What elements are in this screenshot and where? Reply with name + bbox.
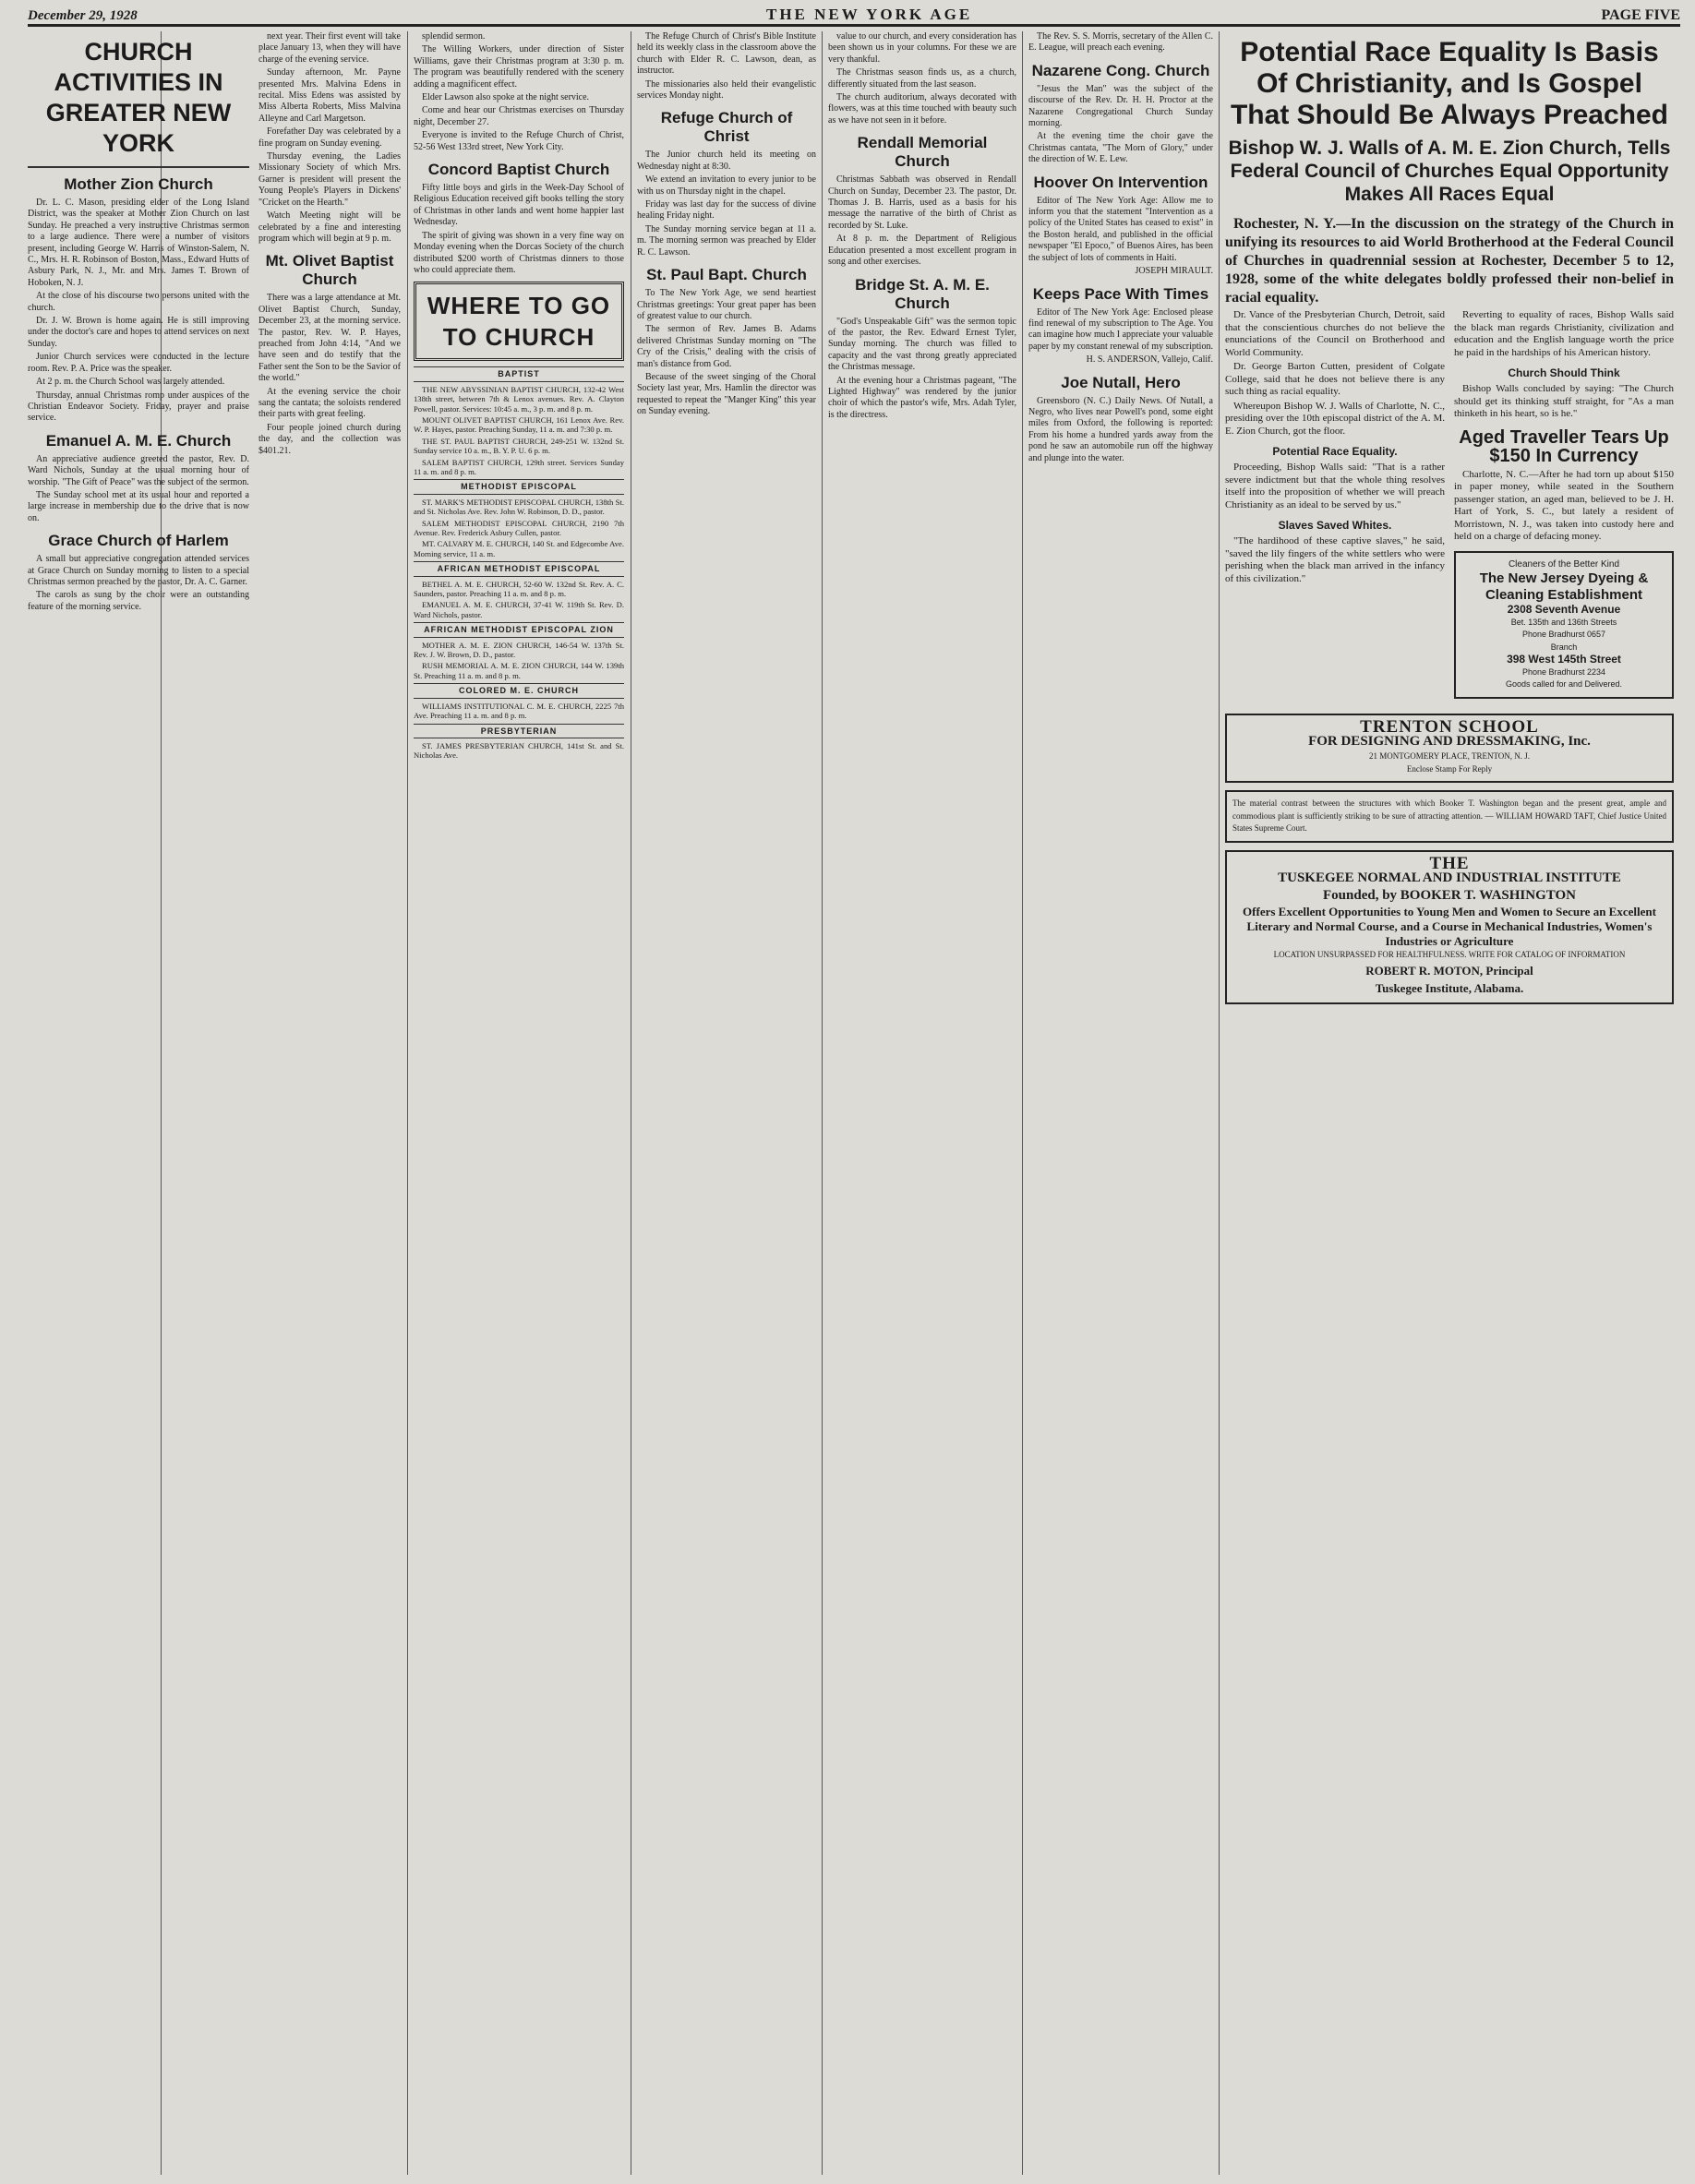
ad-line: LOCATION UNSURPASSED FOR HEALTHFULNESS. WRITE FOR CATALOG OF INFORMATION xyxy=(1273,950,1626,959)
paragraph: Dr. George Barton Cutten, president of Colgate College, said that he does not believe there is any such thing as racial equality. xyxy=(1225,361,1445,397)
column-rule xyxy=(1219,31,1220,2175)
paragraph: Reverting to equality of races, Bishop Walls said the black man regards Christianity, civilization and education and the English language worth the price he paid in the hardships of his American history. xyxy=(1454,309,1674,358)
article-heading: Mt. Olivet Baptist Church xyxy=(265,252,394,289)
taft-quote-box xyxy=(1225,790,1674,843)
directory-section: AFRICAN METHODIST EPISCOPAL ZION xyxy=(414,622,624,637)
paragraph: The Junior church held its meeting on Wednesday night at 8:30. xyxy=(637,150,816,172)
subhead: Potential Race Equality. xyxy=(1272,445,1398,458)
lead-paragraph: Rochester, N. Y.—In the discussion on the strategy of the Church in unifying its resources to aid World Brotherhood at the Federal Council of Churches in quadrennial session at Rochester, December 5 to 12, 1928, some of the white delegates boldly professed their non-belief in racial equality. xyxy=(1225,216,1674,306)
directory-entry: EMANUEL A. M. E. CHURCH, 37-41 W. 119th St. Rev. D. Ward Nichols, pastor. xyxy=(414,600,624,619)
page-number: PAGE FIVE xyxy=(1601,7,1680,23)
article-heading: Mother Zion Church xyxy=(64,175,213,193)
ad-line: The New Jersey Dyeing & Cleaning Establishment xyxy=(1479,570,1649,603)
paragraph: Editor of The New York Age: Allow me to inform you that the statement "Intervention as a policy of the United States has ceased to exist" in the Boston herald, and published in the official newspaper "El Epoco," of Buenos Aires, has been the subject of lots of comments in Haiti. xyxy=(1028,195,1213,263)
ad-line: FOR DESIGNING AND DRESSMAKING, Inc. xyxy=(1308,734,1591,749)
directory-entry: RUSH MEMORIAL A. M. E. ZION CHURCH, 144 W. 139th St. Preaching 11 a. m. and 8 p. m. xyxy=(414,661,624,680)
paragraph: An appreciative audience greeted the pastor, Rev. D. Ward Nichols, Sunday at the usual morning hour of worship. "The Gift of Peace" was the subject of the sermon. xyxy=(28,453,249,487)
directory-entry: BETHEL A. M. E. CHURCH, 52-60 W. 132nd St. Rev. A. C. Saunders, pastor. Preaching 11 a. m. and 8 p. m. xyxy=(414,579,624,599)
paragraph: At the evening hour a Christmas pageant, "The Lighted Highway" was rendered by the junior choir of which the pastor's wife, Mrs. Adah Tyler, is the directress. xyxy=(828,375,1016,420)
paragraph: To The New York Age, we send heartiest Christmas greetings: Your great paper has been of greatest value to our church. xyxy=(637,288,816,321)
directory-entry: THE NEW ABYSSINIAN BAPTIST CHURCH, 132-42 West 138th street, between 7th & Lenox avenues. Rev. A. Clayton Powell, pastor. Services: 10:45 a. m., 3 p. m. and 8 p. m. xyxy=(414,384,624,414)
section-banner: CHURCH ACTIVITIES IN GREATER NEW YORK xyxy=(28,31,249,168)
paragraph: Friday was last day for the success of divine healing Friday night. xyxy=(637,199,816,222)
paragraph: The sermon of Rev. James B. Adams delivered Christmas Sunday morning on "The Cry of the Crisis," dealing with the crisis of man's distance from God. xyxy=(637,324,816,369)
article-heading: Rendall Memorial Church xyxy=(857,134,988,171)
ad-line: THE xyxy=(1429,853,1470,873)
ad-line: Cleaners of the Better Kind xyxy=(1508,558,1620,570)
directory-entry: SALEM METHODIST EPISCOPAL CHURCH, 2190 7th Avenue. Rev. Frederick Asbury Cullen, pastor. xyxy=(414,518,624,537)
paragraph: Greensboro (N. C.) Daily News. Of Nutall, a Negro, who lives near Powell's pond, some eight miles from Oxford, the following is reported: From his home a hundred yards away from the pond he saw an automobile run off the highway and plunge into the water. xyxy=(1028,395,1213,463)
article-heading: Grace Church of Harlem xyxy=(48,532,229,550)
column-rule xyxy=(822,31,823,2175)
paragraph: splendid sermon. xyxy=(422,31,486,42)
paragraph: At the evening service the choir sang the cantata; the soloists rendered their parts with great feeling. xyxy=(258,386,401,420)
paragraph: Thursday, annual Christmas romp under auspices of the Christian Endeavor Society. Friday, prayer and praise service. xyxy=(28,390,249,424)
ad-line: Phone Bradhurst 0657 xyxy=(1521,630,1606,639)
column-5 xyxy=(828,31,1016,2175)
paragraph: "The hardihood of these captive slaves," he said, "saved the lily fingers of the white settlers who were perishing when the black man arrived in the infancy of this civilization." xyxy=(1225,535,1445,584)
paragraph: Bishop Walls concluded by saying: "The Church should get its thinking stuff straight, for "As a man thinketh in his heart, so is he." xyxy=(1454,383,1674,419)
column-rule xyxy=(407,31,408,2175)
trenton-school-ad xyxy=(1225,714,1674,784)
paragraph: The Sunday morning service began at 11 a. m. The morning sermon was preached by Elder R. C. Lawson. xyxy=(637,223,816,258)
paragraph: Come and hear our Christmas exercises on Thursday night, December 27. xyxy=(414,105,624,127)
paragraph: Dr. Vance of the Presbyterian Church, Detroit, said that the conscientious churches do not believe the enunciations of the Council on Brotherhood and World Community. xyxy=(1225,309,1445,358)
ad-line: 2308 Seventh Avenue xyxy=(1507,603,1621,616)
paragraph: Forefather Day was celebrated by a fine program on Sunday evening. xyxy=(258,126,401,149)
paper-name: THE NEW YORK AGE xyxy=(766,6,973,23)
article-heading: Joe Nutall, Hero xyxy=(1061,373,1181,391)
subhead: Church Should Think xyxy=(1508,366,1620,379)
paragraph: The Sunday school met at its usual hour and reported a large increase in membership due to the drive that is now on. xyxy=(28,489,249,523)
paragraph: Fifty little boys and girls in the Week-Day School of Religious Education received gift books telling the story of Christmas in other lands and went home happier last Wednesday. xyxy=(414,183,624,228)
paragraph: Sunday afternoon, Mr. Payne presented Mrs. Malvina Edens in recital. Miss Edens was assisted by Miss Alberta Roberts, Miss Malvina Alleyne and Carl Margetson. xyxy=(258,67,401,124)
directory-entry: WILLIAMS INSTITUTIONAL C. M. E. CHURCH, 2225 7th Ave. Preaching 11 a. m. and 8 p. m. xyxy=(414,701,624,721)
paragraph: The Refuge Church of Christ's Bible Institute held its weekly class in the classroom above the church with Elder R. C. Lawson, dean, as instructor. xyxy=(637,31,816,77)
paragraph: Charlotte, N. C.—After he had torn up about $150 in paper money, while seated in the Southern passenger station, an aged man, believed to be J. H. Hart of York, S. C., but lately a resident of Morristown, N. J., was taken into custody here and held on a charge of defacing money. xyxy=(1454,468,1674,542)
article-heading: Aged Traveller Tears Up $150 In Currency xyxy=(1459,426,1669,466)
paragraph: Christmas Sabbath was observed in Rendall Church on Sunday, December 23. The pastor, Dr. Thomas J. B. Harris, used as a basis for his message the narrative of the birth of Christ as recorded by St. Luke. xyxy=(828,174,1016,231)
ad-line: Goods called for and Delivered. xyxy=(1505,679,1623,689)
directory-section: AFRICAN METHODIST EPISCOPAL xyxy=(414,561,624,576)
column-4 xyxy=(637,31,816,2175)
paragraph: "God's Unspeakable Gift" was the sermon topic of the pastor, the Rev. Edward Ernest Tyler, Sunday morning. The church was filled to capacity and the vast throng greatly appreciated the Christmas message. xyxy=(828,316,1016,373)
paragraph: At the close of his discourse two persons united with the church. xyxy=(28,291,249,313)
paragraph: next year. Their first event will take place January 13, when they will have charge of the evening service. xyxy=(258,31,401,65)
paragraph: The Christmas season finds us, as a church, differently situated from the last season. xyxy=(828,67,1016,90)
feature-subheadline: Bishop W. J. Walls of A. M. E. Zion Church, Tells Federal Council of Churches Equal Opportunity Makes All Races Equal xyxy=(1228,138,1671,205)
directory-section: METHODIST EPISCOPAL xyxy=(414,479,624,494)
directory-section: COLORED M. E. CHURCH xyxy=(414,683,624,698)
ad-line: Bet. 135th and 136th Streets xyxy=(1510,617,1617,627)
paragraph: Because of the sweet singing of the Choral Society last year, Mrs. Hamlin the director was requested to repeat the "Manger King" this year on Sunday evening. xyxy=(637,371,816,417)
ad-line: TUSKEGEE NORMAL AND INDUSTRIAL INSTITUTE xyxy=(1278,870,1621,885)
paragraph: Thursday evening, the Ladies Missionary Society of which Mrs. Garner is president will present the Young People's Players in Dickens' "Cricket on the Hearth." xyxy=(258,151,401,208)
directory-entry: ST. JAMES PRESBYTERIAN CHURCH, 141st St. and St. Nicholas Ave. xyxy=(414,740,624,761)
paragraph: Everyone is invited to the Refuge Church of Christ, 52-56 West 133rd street, New York City. xyxy=(414,130,624,152)
quote-text: The material contrast between the structures with which Booker T. Washington began and the present great, ample and commodious plant is sufficiently striking to be sure of attracting attention. — WILLIAM HOWARD TAFT, Chief Justice United States Supreme Court. xyxy=(1232,798,1666,833)
paragraph: At 2 p. m. the Church School was largely attended. xyxy=(36,377,225,388)
paragraph: Proceeding, Bishop Walls said: "That is a rather severe indictment but that the whole thing resolves itself into the proposition of whether we will preach Christianity as an ideal to be served by us." xyxy=(1225,462,1445,510)
paragraph: At the evening time the choir gave the Christmas cantata, "The Morn of Glory," under the direction of W. E. Lew. xyxy=(1028,131,1213,165)
masthead xyxy=(28,0,1680,27)
column-3 xyxy=(414,31,624,2175)
article-heading: Refuge Church of Christ xyxy=(660,109,793,146)
paragraph: The church auditorium, always decorated with flowers, was at this time touched with beauty such as we have not seen in it before. xyxy=(828,92,1016,126)
article-heading: Concord Baptist Church xyxy=(427,161,610,179)
signature: H. S. ANDERSON, Vallejo, Calif. xyxy=(1086,354,1213,366)
column-6 xyxy=(1028,31,1213,2175)
issue-date: December 29, 1928 xyxy=(28,8,138,23)
paragraph: The carols as sung by the choir were an outstanding feature of the morning service. xyxy=(28,590,249,612)
column-rule xyxy=(1022,31,1023,2175)
paragraph: Dr. L. C. Mason, presiding elder of the Long Island District, was the speaker at Mother Zion Church on last Sunday. He preached a very instructive Christmas sermon to a large audience. There were a number of visitors present, including George W. Harris of Winston-Salem, N. C., Mrs. H. R. Robinson of Boston, Mass., Edward Hutts of Asbury Park, N. J., Mr. and Mrs. James T. Brown of Hoboken, N. J. xyxy=(28,198,249,288)
feature-col-left xyxy=(1225,309,1445,706)
article-heading: Hoover On Intervention xyxy=(1033,173,1208,191)
directory-section: BAPTIST xyxy=(414,366,624,381)
article-heading: Bridge St. A. M. E. Church xyxy=(855,275,990,312)
ad-line: Founded, by BOOKER T. WASHINGTON xyxy=(1323,888,1576,903)
ad-line: Offers Excellent Opportunities to Young Men and Women to Secure an Excellent Literary and Normal Course, and a Course in Mechanical Industries, Women's Industries or Agriculture xyxy=(1243,905,1656,948)
paragraph: "Jesus the Man" was the subject of the discourse of the Rev. Dr. H. H. Proctor at the Nazarene Congregational Church Sunday morning. xyxy=(1028,83,1213,129)
column-2 xyxy=(258,31,401,2175)
paragraph: The spirit of giving was shown in a very fine way on Monday evening when the Dorcas Society of the church distributed $200 worth of Christmas dinners to those who could appreciate them. xyxy=(414,230,624,275)
paragraph: The Rev. S. S. Morris, secretary of the Allen C. E. League, will preach each evening. xyxy=(1028,31,1213,54)
ad-line: TRENTON SCHOOL xyxy=(1360,716,1539,737)
article-heading: Nazarene Cong. Church xyxy=(1031,61,1210,79)
paragraph: There was a large attendance at Mt. Olivet Baptist Church, Sunday, December 23, at the morning service. The pastor, Rev. W. P. Hayes, preached from John 4:14, "And we have seen and do testify that the Father sent the Son to be the Savior of the world." xyxy=(258,293,401,384)
ad-line: Branch xyxy=(1550,642,1578,652)
ad-line: 398 West 145th Street xyxy=(1507,653,1621,666)
ad-line: Phone Bradhurst 2234 xyxy=(1521,666,1606,677)
paragraph: value to our church, and every consideration has been shown us in your columns. For these we are very thankful. xyxy=(828,31,1016,65)
paragraph: Junior Church services were conducted in the lecture room. Rev. P. A. Price was the speaker. xyxy=(28,352,249,374)
ad-line: 21 MONTGOMERY PLACE, TRENTON, N. J. xyxy=(1368,751,1531,761)
article-heading: Keeps Pace With Times xyxy=(1032,284,1209,303)
feature-col-right xyxy=(1454,309,1674,706)
paragraph: A small but appreciative congregation attended services at Grace Church on Sunday morning to listen to a special Christmas sermon preached by the pastor, Dr. A. C. Garner. xyxy=(28,554,249,587)
paragraph: Four people joined church during the day, and the collection was $401.21. xyxy=(258,422,401,456)
directory-entry: MT. CALVARY M. E. CHURCH, 140 St. and Edgecombe Ave. Morning service, 11 a. m. xyxy=(414,539,624,558)
feature-article xyxy=(1225,31,1674,2175)
paragraph: We extend an invitation to every junior to be with us on Thursday night in the chapel. xyxy=(637,174,816,197)
signature: JOSEPH MIRAULT. xyxy=(1135,266,1213,277)
article-heading: St. Paul Bapt. Church xyxy=(646,266,807,284)
paragraph: Editor of The New York Age: Enclosed please find renewal of my subscription to The Age. You can imagine how much I appreciate your valuable paper by my constant renewal of my subscription. xyxy=(1028,306,1213,352)
paragraph: The Willing Workers, under direction of Sister Williams, gave their Christmas program at 3:30 p. m. The program was beautifully rendered with the scenery adding a magnificent effect. xyxy=(414,44,624,90)
ad-line: ROBERT R. MOTON, Principal xyxy=(1365,963,1533,978)
article-heading: Emanuel A. M. E. Church xyxy=(45,431,232,450)
directory-entry: THE ST. PAUL BAPTIST CHURCH, 249-251 W. 132nd St. Sunday service 10 a. m., B. Y. P. U. 6 p. m. xyxy=(414,436,624,456)
paragraph: Whereupon Bishop W. J. Walls of Charlotte, N. C., presiding over the 10th episcopal district of the A. M. E. Zion Church, got the floor. xyxy=(1225,400,1445,437)
ad-line: Tuskegee Institute, Alabama. xyxy=(1375,980,1524,995)
directory-title: WHERE TO GO TO CHURCH xyxy=(414,282,624,361)
column-1 xyxy=(28,31,249,2175)
ad-line: Enclose Stamp For Reply xyxy=(1406,763,1493,774)
paragraph: At 8 p. m. the Department of Religious Education presented a most excellent program in song and other exercises. xyxy=(828,234,1016,268)
subhead: Slaves Saved Whites. xyxy=(1278,519,1392,532)
directory-section: PRESBYTERIAN xyxy=(414,724,624,738)
directory-entry: MOUNT OLIVET BAPTIST CHURCH, 161 Lenox Ave. Rev. W. P. Hayes, pastor. Preaching Sunday, 11 a. m. and 7:30 p. m. xyxy=(414,414,624,435)
directory-entry: SALEM BAPTIST CHURCH, 129th street. Services Sunday 11 a. m. and 8 p. m. xyxy=(414,457,624,476)
feature-headline: Potential Race Equality Is Basis Of Christianity, and Is Gospel That Should Be Always Preached xyxy=(1230,37,1668,130)
paragraph: Watch Meeting night will be celebrated by a fine and interesting program which will begin at 9 p. m. xyxy=(258,210,401,244)
paragraph: The missionaries also held their evangelistic services Monday night. xyxy=(637,78,816,102)
directory-entry: ST. MARK'S METHODIST EPISCOPAL CHURCH, 138th St. and St. Nicholas Ave. Rev. John W. Robinson, D. D., pastor. xyxy=(414,497,624,517)
paragraph: Dr. J. W. Brown is home again. He is still improving under the doctor's care and hopes to attend services on next Sunday. xyxy=(28,316,249,349)
cleaners-ad xyxy=(1454,551,1674,699)
feature-body xyxy=(1225,309,1674,706)
directory-entry: MOTHER A. M. E. ZION CHURCH, 146-54 W. 137th St. Rev. J. W. Brown, D. D., pastor. xyxy=(414,640,624,660)
tuskegee-ad xyxy=(1225,850,1674,1004)
paragraph: Elder Lawson also spoke at the night service. xyxy=(422,92,590,103)
